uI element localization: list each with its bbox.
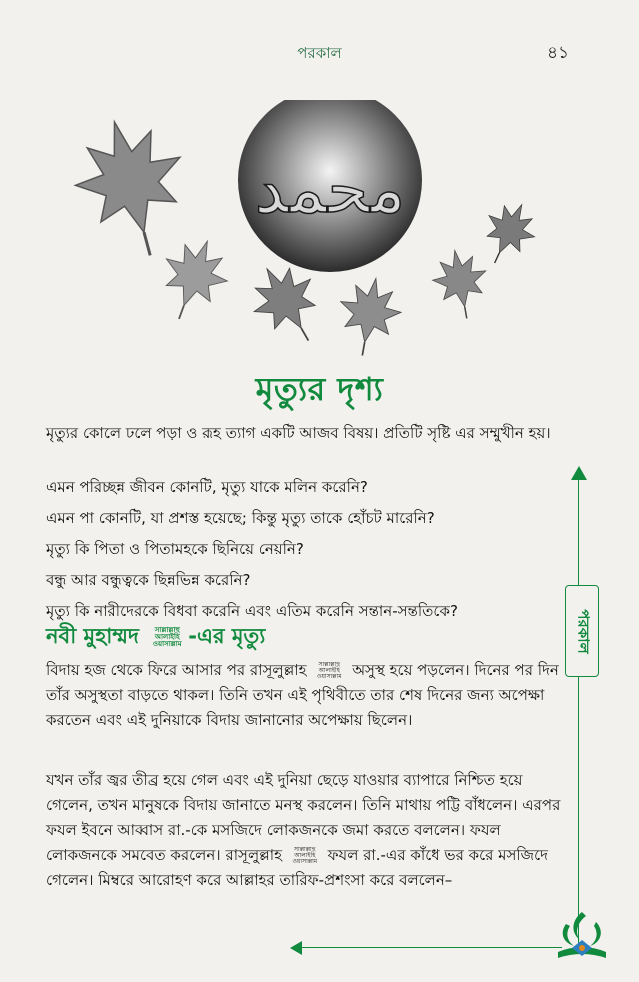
maple-leaf-icon	[472, 194, 545, 274]
intro-paragraph: এমন পা কোনটি, যা প্রশস্ত হয়েছে; কিন্তু মৃত্যু তাকে হোঁচট মারেনি?	[46, 509, 435, 527]
maple-leaf-icon	[149, 230, 238, 330]
body-paragraph	[46, 768, 562, 893]
body-text: ফযল রা.-এর কাঁধে ভর করে মসজিদে গেলেন। মিম্বরে আরোহণ করে আল্লাহর তারিফ-প্রশংসা করে বললেন–	[46, 846, 548, 889]
section-heading-text: নবী মুহাম্মদ	[46, 624, 139, 648]
intro-paragraph: মৃত্যুর কোলে ঢলে পড়া ও রূহ ত্যাগ একটি আজব বিষয়। প্রতিটি সৃষ্টি এর সম্মুখীন হয়।	[46, 424, 551, 442]
intro-paragraph: বন্ধু আর বন্ধুত্বকে ছিন্নভিন্ন করেনি?	[46, 571, 251, 589]
footer-rule	[300, 947, 562, 948]
arrow-up-icon	[571, 466, 587, 480]
intro-paragraph: এমন পরিচ্ছন্ন জীবন কোনটি, মৃত্যু যাকে মলিন করেনি?	[46, 478, 368, 496]
margin-rule	[578, 470, 579, 950]
honorific-mark: সাল্লাল্লাহু আলাইহি ওয়াসাল্লাম	[316, 660, 342, 680]
body-text: বিদায় হজ থেকে ফিরে আসার পর রাসূলুল্লাহ	[46, 661, 307, 679]
maple-leaf-icon	[62, 108, 202, 269]
body-text: যখন তাঁর জ্বর তীব্র হয়ে গেল এবং এই দুনিয়া ছেড়ে যাওয়ার ব্যাপারে নিশ্চিত হয়ে গেলেন, তখন মানুষকে বিদায় জানাতে মনস্থ করলেন। তিনি মাথায় পট্টি বাঁধলেন। এরপর ফযল ইবনে আব্বাস রা.-কে মসজিদে লোকজনকে জমা করতে বললেন। ফযল লোকজনকে সমবেত করলেন। রাসূলুল্লাহ	[46, 771, 561, 864]
maple-leaf-icon	[428, 246, 493, 323]
calligraphy-illustration	[60, 100, 560, 360]
arrow-left-icon	[290, 941, 302, 955]
intro-paragraph: মৃত্যু কি নারীদেরকে বিধবা করেনি এবং এতিম করেনি সন্তান-সন্ততিকে?	[46, 602, 458, 620]
maple-leaf-icon	[332, 273, 406, 360]
section-tab	[565, 585, 599, 677]
calligraphy-text: محمد	[254, 151, 406, 228]
section-tab-label: পরকাল	[574, 608, 593, 654]
section-heading-suffix: -এর মৃত্যু	[188, 624, 266, 648]
section-heading	[46, 620, 265, 655]
body-text: অসুস্থ হয়ে পড়লেন। দিনের পর দিন তাঁর অসুস্থতা বাড়তে থাকল। তিনি তখন এই পৃথিবীতে তার শেষ দিনের জন্য অপেক্ষা করতেন এবং এই দুনিয়াকে বিদায় জানানোর অপেক্ষায় ছিলেন।	[46, 661, 559, 729]
publisher-logo-icon	[552, 902, 612, 964]
honorific-mark: সাল্লাল্লাহু আলাইহি ওয়াসাল্লাম	[292, 845, 318, 865]
honorific-mark: সাল্লাল্লাহু আলাইহি ওয়াসাল্লাম	[152, 625, 182, 648]
chapter-title: মৃত্যুর দৃশ্য	[255, 370, 384, 408]
intro-paragraph: মৃত্যু কি পিতা ও পিতামহকে ছিনিয়ে নেয়নি?	[46, 540, 304, 558]
page-number: ৪১	[546, 43, 569, 63]
body-paragraph	[46, 658, 562, 733]
running-title: পরকাল	[297, 44, 342, 62]
